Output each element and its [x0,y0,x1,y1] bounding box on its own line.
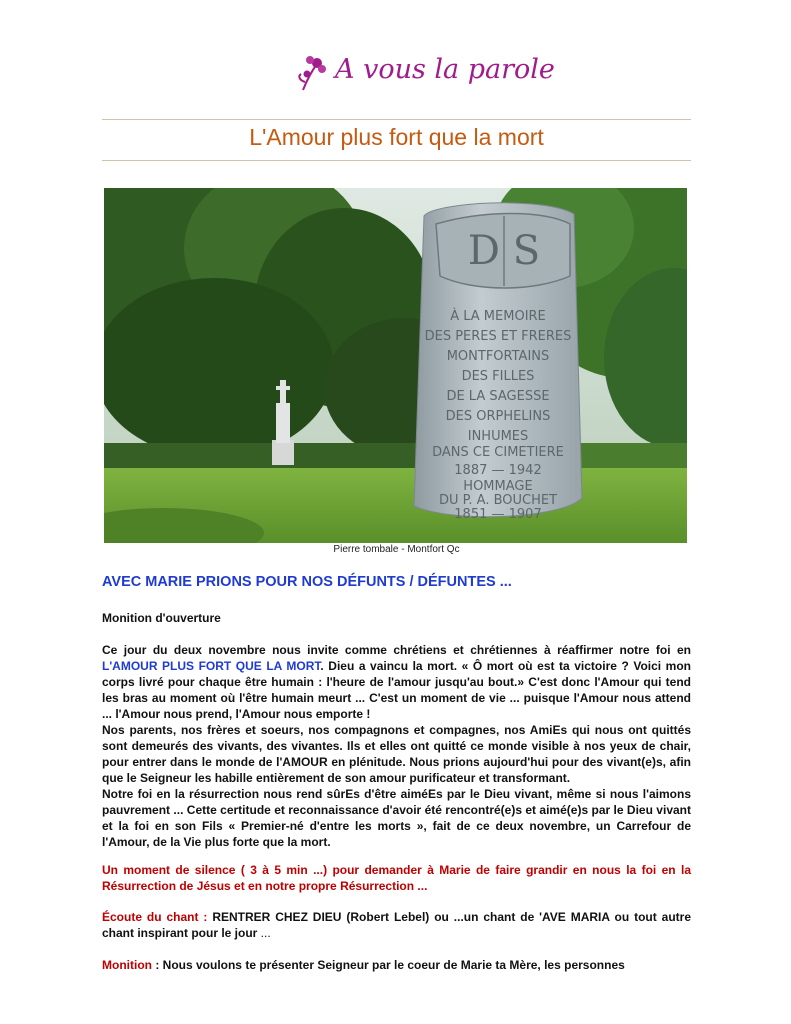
paragraph-faith: Notre foi en la résurrection nous rend sûrEs d'être aiméEs par le Dieu vivant, même si nous l'aimons pauvrement ... Cette certitude et reconnaissance d'avoir été rencontré(e)s et aimé(e)s par le Dieu vivant et la foi en son Fils « Premier-né d'entre les morts », fait de ce deux novembre, un Carrefour de l'Amour, de la Vie plus forte que la mort. [102,787,691,849]
stone-line: À LA MEMOIRE [450,309,546,324]
p1-before: Ce jour du deux novembre nous invite comme chrétiens et chrétiennes à réaffirmer notre foi en [102,643,691,657]
flower-icon [295,54,331,94]
paragraph-chant [102,909,691,941]
tombstone-photo [104,188,687,543]
stone-line: DES ORPHELINS [445,409,551,424]
chant-label: Écoute du chant : [102,910,208,924]
paragraph-monition [102,957,691,973]
stone-line: DE LA SAGESSE [446,389,550,404]
stone-line: MONTFORTAINS [446,349,550,364]
stone-line: DES PERES ET FRERES [424,329,572,344]
monition-label: Monition [102,958,152,972]
paragraph-opening [102,642,691,850]
logo-text: A vous la parole [335,54,555,85]
stone-monogram: D S [467,228,541,274]
chant-text: RENTRER CHEZ DIEU (Robert Lebel) ou ...un chant de 'AVE MARIA ou tout autre chant inspirant pour le jour [102,910,691,940]
top-divider [102,119,691,120]
stone-line: HOMMAGE [463,479,533,494]
stone-line: DU P. A. BOUCHET [438,493,558,508]
site-logo [295,52,555,96]
section-heading: AVEC MARIE PRIONS POUR NOS DÉFUNTS / DÉFUNTES ... [102,574,512,590]
monition-text: : Nous voulons te présenter Seigneur par le coeur de Marie ta Mère, les personnes [151,958,625,972]
paragraph-silence: Un moment de silence ( 3 à 5 min ...) pour demander à Marie de faire grandir en nous la foi en la Résurrection de Jésus et en notre propre Résurrection ... [102,863,691,893]
monition-title: Monition d'ouverture [102,611,221,625]
stone-line: INHUMES [467,429,529,444]
title-divider [102,160,691,161]
page-title: L'Amour plus fort que la mort [249,124,544,150]
stone-line: DES FILLES [461,369,535,384]
chant-ellipsis: ... [257,926,271,940]
stone-line: DANS CE CIMETIERE [432,445,564,460]
photo-caption: Pierre tombale - Montfort Qc [333,544,460,555]
paragraph-parents: Nos parents, nos frères et soeurs, nos compagnons et compagnes, nos AmiEs qui nous ont quittés sont demeurés des vivants, des vivantes. Ils et elles ont quitté ce monde visible à nos yeux de chair, pour entrer dans le monde de l'AMOUR en plénitude. Nous prions aujourd'hui pour des vivant(e)s, afin que le Seigneur les habille entièrement de son amour purificateur et transformant. [102,723,691,785]
stone-line: 1887 — 1942 [454,463,542,478]
p1-highlight: L'AMOUR PLUS FORT QUE LA MORT [102,659,321,673]
stone-line: 1851 — 1907 [454,507,542,522]
p1-after: . Dieu a vaincu la mort. « Ô mort où est ta victoire ? Voici mon corps livré pour chaque être humain : l'heure de l'amour jusqu'au bout.» C'est donc l'Amour qui tend les bras au moment où l'être humain meurt ... C'est un moment de vie ... puisque l'Amour nous attend ... l'Amour nous prend, l'Amour nous emporte ! [102,659,691,721]
